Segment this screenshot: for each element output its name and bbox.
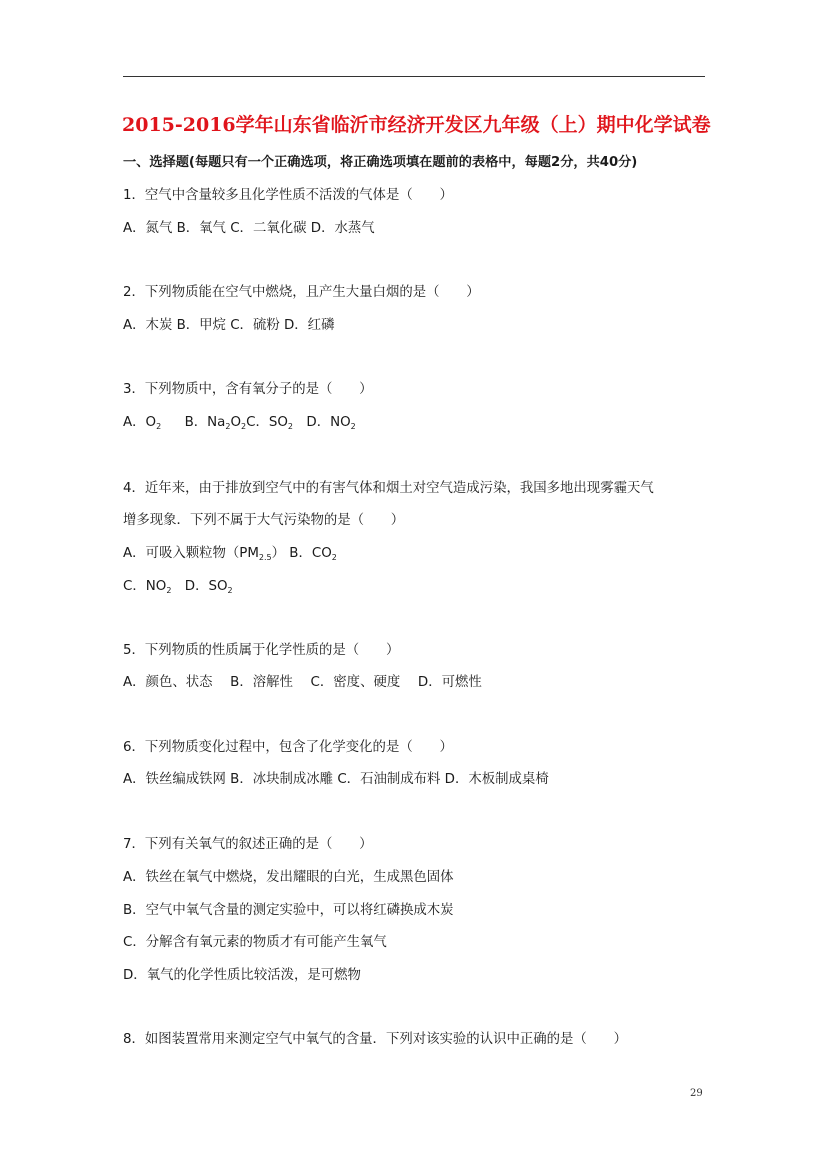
option-c: C．$SO_2$ [246,415,293,431]
question-4-options-cd: C．$NO_2$ D．$SO_2$ [123,579,233,595]
section-header: 一、选择题(每题只有一个正确选项，将正确选项填在题前的表格中，每题2分，共40分) [123,155,638,170]
question-4-options-ab: A．可吸入颗粒物$(PM_{2.5})$ B．$CO_2$ [123,546,337,562]
exam-title: 2015-2016学年山东省临沂市经济开发区九年级（上）期中化学试卷 [122,114,711,136]
question-4-stem: 4．近年来，由于排放到空气中的有害气体和烟土对空气造成污染，我国多地出现雾霾天气 [123,481,654,496]
question-5-options: A．颜色、状态 B．溶解性 C．密度、硬度 D．可燃性 [123,675,482,690]
question-8-stem: 8．如图装置常用来测定空气中氧气的含量．下列对该实验的认识中正确的是（ ） [123,1032,627,1047]
question-1-stem: 1．空气中含量较多且化学性质不活泼的气体是（ ） [123,188,453,203]
question-1-options: A．氮气 B．氧气 C．二氧化碳 D．水蒸气 [123,221,375,236]
option-b: B．$Na_2O_2$ [171,415,247,431]
question-5-stem: 5．下列物质的性质属于化学性质的是（ ） [123,643,400,658]
question-4-stem-cont: 增多现象．下列不属于大气污染物的是（ ） [123,513,405,528]
question-7-option-d: D．氧气的化学性质比较活泼，是可燃物 [123,968,361,983]
question-3-stem: 3．下列物质中，含有氧分子的是（ ） [123,382,373,397]
header-rule [123,76,705,77]
question-7-stem: 7．下列有关氧气的叙述正确的是（ ） [123,837,373,852]
option-d: D．$NO_2$ [293,415,356,431]
question-6-options: A．铁丝编成铁网 B．冰块制成冰雕 C．石油制成布料 D．木板制成桌椅 [123,772,549,787]
question-7-option-a: A．铁丝在氧气中燃烧，发出耀眼的白光，生成黑色固体 [123,870,454,885]
question-2-options: A．木炭 B．甲烷 C．硫粉 D．红磷 [123,318,335,333]
page-number: 29 [690,1088,703,1099]
question-3-options [123,411,356,431]
option-a: A．$O_2$ [123,415,162,431]
question-2-stem: 2．下列物质能在空气中燃烧，且产生大量白烟的是（ ） [123,285,480,300]
question-6-stem: 6．下列物质变化过程中，包含了化学变化的是（ ） [123,740,453,755]
question-7-option-c: C．分解含有氧元素的物质才有可能产生氧气 [123,935,387,950]
question-7-option-b: B．空气中氧气含量的测定实验中，可以将红磷换成木炭 [123,903,454,918]
